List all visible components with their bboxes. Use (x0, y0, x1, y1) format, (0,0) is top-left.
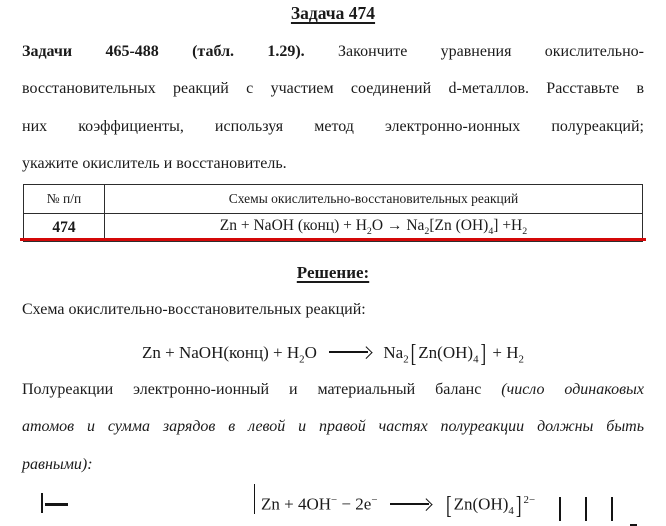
solution-heading: Решение: (296, 263, 370, 282)
table-cell-scheme: Zn + NaOH (конц) + $H_2O \to Na_2[Zn$ $(OH)_4] +H_2$ (105, 214, 643, 242)
half-reactions-paragraph (22, 371, 644, 483)
clipped-left-fragment-bar (41, 493, 43, 513)
clipped-left-fragment-dash (45, 503, 68, 506)
half-reactions-line-1 (22, 371, 644, 408)
scheme-label: Схема окислительно-восстановительных реакций: (22, 301, 366, 318)
long-arrow-icon (390, 498, 432, 510)
clipped-half-reaction-line (254, 484, 637, 520)
page-title: Задача 474 (290, 3, 376, 23)
half-reactions-italic-1: (число одинаковых (501, 381, 644, 398)
intro-line-1 (22, 33, 644, 70)
intro-line-3: них коэффициенты, используя метод электронно-ионных полуреакций; (22, 117, 644, 135)
reactions-table (23, 184, 643, 242)
intro-bold-lead: Задачи 465-488 (табл. 1.29). (22, 43, 305, 60)
clipped-divider-bar (611, 497, 613, 521)
long-arrow-icon (329, 346, 371, 358)
table-cell-number: 474 (24, 214, 105, 242)
clipped-half-reaction-equation: Zn + 4OH− − 2e− [ $Zn(OH)_4$ ] $^{2-}$ (261, 491, 536, 520)
red-highlight-line (20, 238, 646, 241)
table-header-schemes: Схемы окислительно-восстановительных реакций (105, 185, 643, 214)
intro-line-2: восстановительных реакций с участием соединений d-металлов. Расставьте в (22, 80, 644, 98)
clipped-divider-bar (559, 497, 561, 521)
intro-paragraph (22, 33, 644, 183)
half-reactions-line-3: равными): (22, 455, 93, 473)
intro-line-4: укажите окислитель и восстановитель. (22, 155, 287, 173)
half-reactions-line-2: атомов и сумма зарядов в левой и правой частях полуреакции должны быть (22, 418, 644, 436)
half-reactions-lead: Полуреакции электронно-ионный и материальный баланс (22, 381, 502, 398)
table-header-number: № п/п (24, 185, 105, 214)
clipped-divider-bar (585, 497, 587, 521)
solution-equation: Zn + NaOH(конц) + $H_2O$ $Na_2$ [ $Zn(OH)_4$ ] + $H_2$ (142, 339, 524, 368)
intro-line-1-text: Закончите уравнения окислительно- (337, 43, 644, 60)
table-header-row (24, 185, 643, 214)
